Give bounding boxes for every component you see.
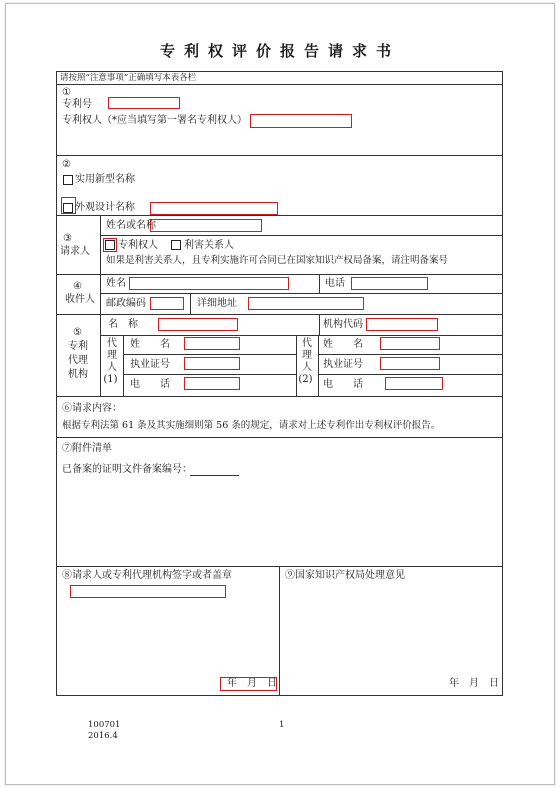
divider [190, 293, 191, 314]
agent1-name-label: 姓 名 [130, 339, 170, 350]
divider [56, 155, 503, 156]
record-certificate-label: 已备案的证明文件备案编号： [62, 464, 192, 475]
utility-model-checkbox[interactable] [63, 175, 73, 185]
request-content-text: 根据专利法第 61 条及其实施细则第 56 条的规定，请求对上述专利作出专利权评价报告。 [62, 420, 441, 431]
divider [100, 235, 503, 236]
design-checkbox[interactable] [63, 203, 73, 213]
divider [56, 215, 503, 216]
requester-name-field[interactable] [150, 219, 262, 232]
agent1-phone-label: 电 话 [130, 379, 170, 390]
table-right-border [502, 71, 503, 696]
agent2-name-field[interactable] [380, 337, 440, 350]
recipient-name-field[interactable] [129, 277, 289, 290]
instruction-text: 请按照“注意事项”正确填写本表各栏 [60, 73, 197, 83]
section4-number: ④ [73, 281, 82, 292]
divider [123, 354, 296, 355]
request-content-heading: ⑥请求内容： [62, 403, 122, 414]
form-number: 100701 [88, 720, 121, 730]
patent-number-label: 专利号 [62, 99, 92, 110]
agent2-name-label: 姓 名 [323, 339, 363, 350]
divider [100, 215, 101, 275]
page-number: 1 [279, 720, 285, 730]
owner-option-label: 专利权人 [118, 240, 158, 251]
patent-owner-field[interactable] [250, 114, 352, 128]
recipient-label: 收件人 [65, 294, 95, 305]
section1-number: ① [62, 87, 71, 98]
agency-name-label: 名 称 [108, 319, 138, 330]
agency-label-line1: 专利 [68, 341, 88, 352]
section5-number: ⑤ [73, 327, 82, 338]
design-name-field[interactable] [150, 202, 278, 215]
agent1-name-field[interactable] [184, 337, 240, 350]
office-opinion-date: 年 月 日 [449, 678, 499, 689]
divider [319, 314, 320, 335]
agent1-license-label: 执业证号 [130, 359, 170, 370]
agent1-license-field[interactable] [184, 357, 240, 370]
signature-heading: ⑧请求人或专利代理机构签字或者盖章 [62, 570, 232, 581]
agent2-label: 代 理 人 (2) [298, 338, 313, 385]
postcode-field[interactable] [150, 297, 184, 310]
org-code-field[interactable] [366, 318, 438, 331]
interested-party-checkbox[interactable] [171, 240, 181, 250]
design-name-label: 外观设计名称 [75, 202, 135, 213]
table-left-border [56, 71, 57, 696]
agency-label-line2: 代理 [68, 355, 88, 366]
section2-number: ② [62, 159, 71, 170]
agent2-license-label: 执业证号 [323, 359, 363, 370]
signature-date: 年 月 日 [227, 678, 277, 689]
recipient-phone-label: 电话 [325, 278, 345, 289]
address-field[interactable] [248, 297, 364, 310]
divider [56, 274, 503, 275]
agency-name-field[interactable] [158, 318, 238, 331]
org-code-label: 机构代码 [323, 319, 363, 330]
requester-name-label: 姓名或名称 [106, 220, 156, 231]
divider [123, 335, 124, 396]
divider [319, 274, 320, 293]
divider [56, 84, 503, 85]
form-title: 专利权评价报告请求书 [159, 42, 400, 60]
agent1-phone-field[interactable] [184, 377, 240, 390]
postcode-label: 邮政编码 [106, 298, 146, 309]
interested-party-label: 利害关系人 [184, 240, 234, 251]
divider [56, 437, 503, 438]
owner-checkbox[interactable] [105, 240, 115, 250]
divider [56, 396, 503, 397]
divider [318, 354, 503, 355]
recipient-phone-field[interactable] [351, 277, 428, 290]
record-certificate-underline[interactable] [190, 475, 239, 476]
divider [100, 335, 503, 336]
attachments-heading: ⑦附件清单 [62, 443, 112, 454]
divider [100, 314, 101, 396]
section3-number: ③ [63, 233, 72, 244]
office-opinion-heading: ⑨国家知识产权局处理意见 [285, 570, 405, 581]
divider [100, 274, 101, 314]
form-version: 2016.4 [88, 731, 118, 741]
record-number-note: 如果是利害关系人，且专利实施许可合同已在国家知识产权局备案，请注明备案号 [106, 255, 449, 266]
address-label: 详细地址 [197, 298, 237, 309]
requester-label: 请求人 [60, 246, 90, 257]
divider [318, 374, 503, 375]
patent-number-field[interactable] [108, 97, 180, 109]
recipient-name-label: 姓名 [106, 278, 126, 289]
agent2-phone-field[interactable] [385, 377, 443, 390]
agent2-phone-label: 电 话 [323, 379, 363, 390]
utility-model-label: 实用新型名称 [75, 174, 135, 185]
divider [123, 374, 296, 375]
agency-label-line3: 机构 [68, 369, 88, 380]
divider [318, 335, 319, 396]
divider [279, 566, 280, 696]
agent2-license-field[interactable] [380, 357, 440, 370]
divider [100, 293, 503, 294]
divider [56, 314, 503, 315]
patent-owner-label: 专利权人（*应当填写第一署名专利权人） [62, 115, 247, 126]
agent1-label: 代 理 人 (1) [103, 338, 118, 385]
signature-field[interactable] [70, 585, 226, 598]
divider [296, 335, 297, 396]
